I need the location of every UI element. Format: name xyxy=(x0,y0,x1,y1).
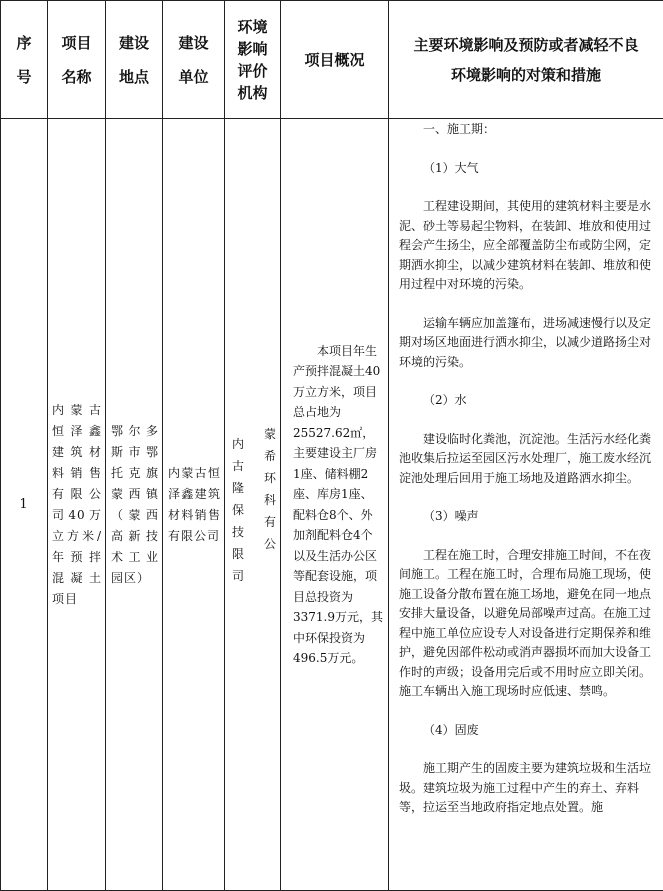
row-location: 鄂尔多斯市鄂托克旗蒙西镇（蒙西高新技术工业园区） xyxy=(106,119,163,891)
header-measures: 主要环境影响及预防或者减轻不良 环境影响的对策和措施 xyxy=(389,1,663,119)
header-seq: 序 号 xyxy=(1,1,48,119)
row-unit: 内蒙古恒泽鑫建筑材料销售有限公司 xyxy=(163,119,225,891)
measures-noise-p1: 工程在施工时，合理安排施工时间，不在夜间施工。工程在施工时，合理布局施工现场，使施工设备分散布置在施工场地，避免在同一地点安排大量设备，以避免局部噪声过高。在施工过程中施工单位应设专人对设备进行定期保养和维护，避免因部件松动或消声器损坏而加大设备工作时的声级；设备用完后或不用时应立即关闭。施工车辆出入施工现场时应低速、禁鸣。 xyxy=(399,547,652,698)
eia-agency-col-1: 内 古 隆 保 技 限 司 xyxy=(231,436,244,583)
measures-solid-title: （4）固废 xyxy=(423,722,479,737)
measures-water-p1: 建设临时化粪池，沉淀池。生活污水经化粪池收集后拉运至园区污水处理厂，施工废水经沉淀池处理后回用于施工场地及道路洒水抑尘。 xyxy=(399,431,652,485)
measures-air-p1: 工程建设期间，其使用的建筑材料主要是水泥、砂土等易起尘物料，在装卸、堆放和使用过程会产生扬尘，应全部覆盖防尘布或防尘网，定期洒水抑尘，以减少建筑材料在装卸、堆放和使用过程中对环境的污染。 xyxy=(399,199,652,291)
measures-solid-p1: 施工期产生的固废主要为建筑垃圾和生活垃圾。建筑垃圾为施工过程中产生的弃土、弃料等，拉运至当地政府指定地点处置。施 xyxy=(399,761,652,814)
table-row xyxy=(1,119,663,891)
measures-noise-title: （3）噪声 xyxy=(423,509,479,523)
header-overview: 项目概况 xyxy=(281,1,389,119)
header-location: 建设 地点 xyxy=(106,1,163,119)
row-measures xyxy=(389,119,663,891)
measures-air-title: （1）大气 xyxy=(423,160,479,175)
row-project-name: 内蒙古恒泽鑫建筑材料销售有限公司40万立方米/年预拌混凝土项目 xyxy=(48,119,106,891)
header-row xyxy=(1,1,663,119)
header-project-name: 项目 名称 xyxy=(48,1,106,119)
row-seq: 1 xyxy=(1,119,48,891)
measures-water-title: （2）水 xyxy=(423,393,467,407)
measures-air-p2: 运输车辆应加盖篷布，进场减速慢行以及定期对场区地面进行洒水抑尘，以减少道路扬尘对环境的污染。 xyxy=(399,315,652,369)
row-overview: 本项目年生产预拌混凝土40万立方米，项目总占地为25527.62㎡，主要建设主厂房1座、储料棚2座、库房1座、配料仓8个、外加剂配料仓4个以及生活办公区等配套设施，项目总投资为3371.9万元，其中环保投资为496.5万元。 xyxy=(281,119,389,891)
row-eia-agency xyxy=(225,119,281,891)
eia-agency-col-2: 蒙 希 环 科 有 公 xyxy=(263,426,276,551)
header-eia-agency: 环境 影响 评价 机构 xyxy=(225,1,281,119)
header-unit: 建设 单位 xyxy=(163,1,225,119)
measures-heading: 一、施工期： xyxy=(423,122,496,136)
